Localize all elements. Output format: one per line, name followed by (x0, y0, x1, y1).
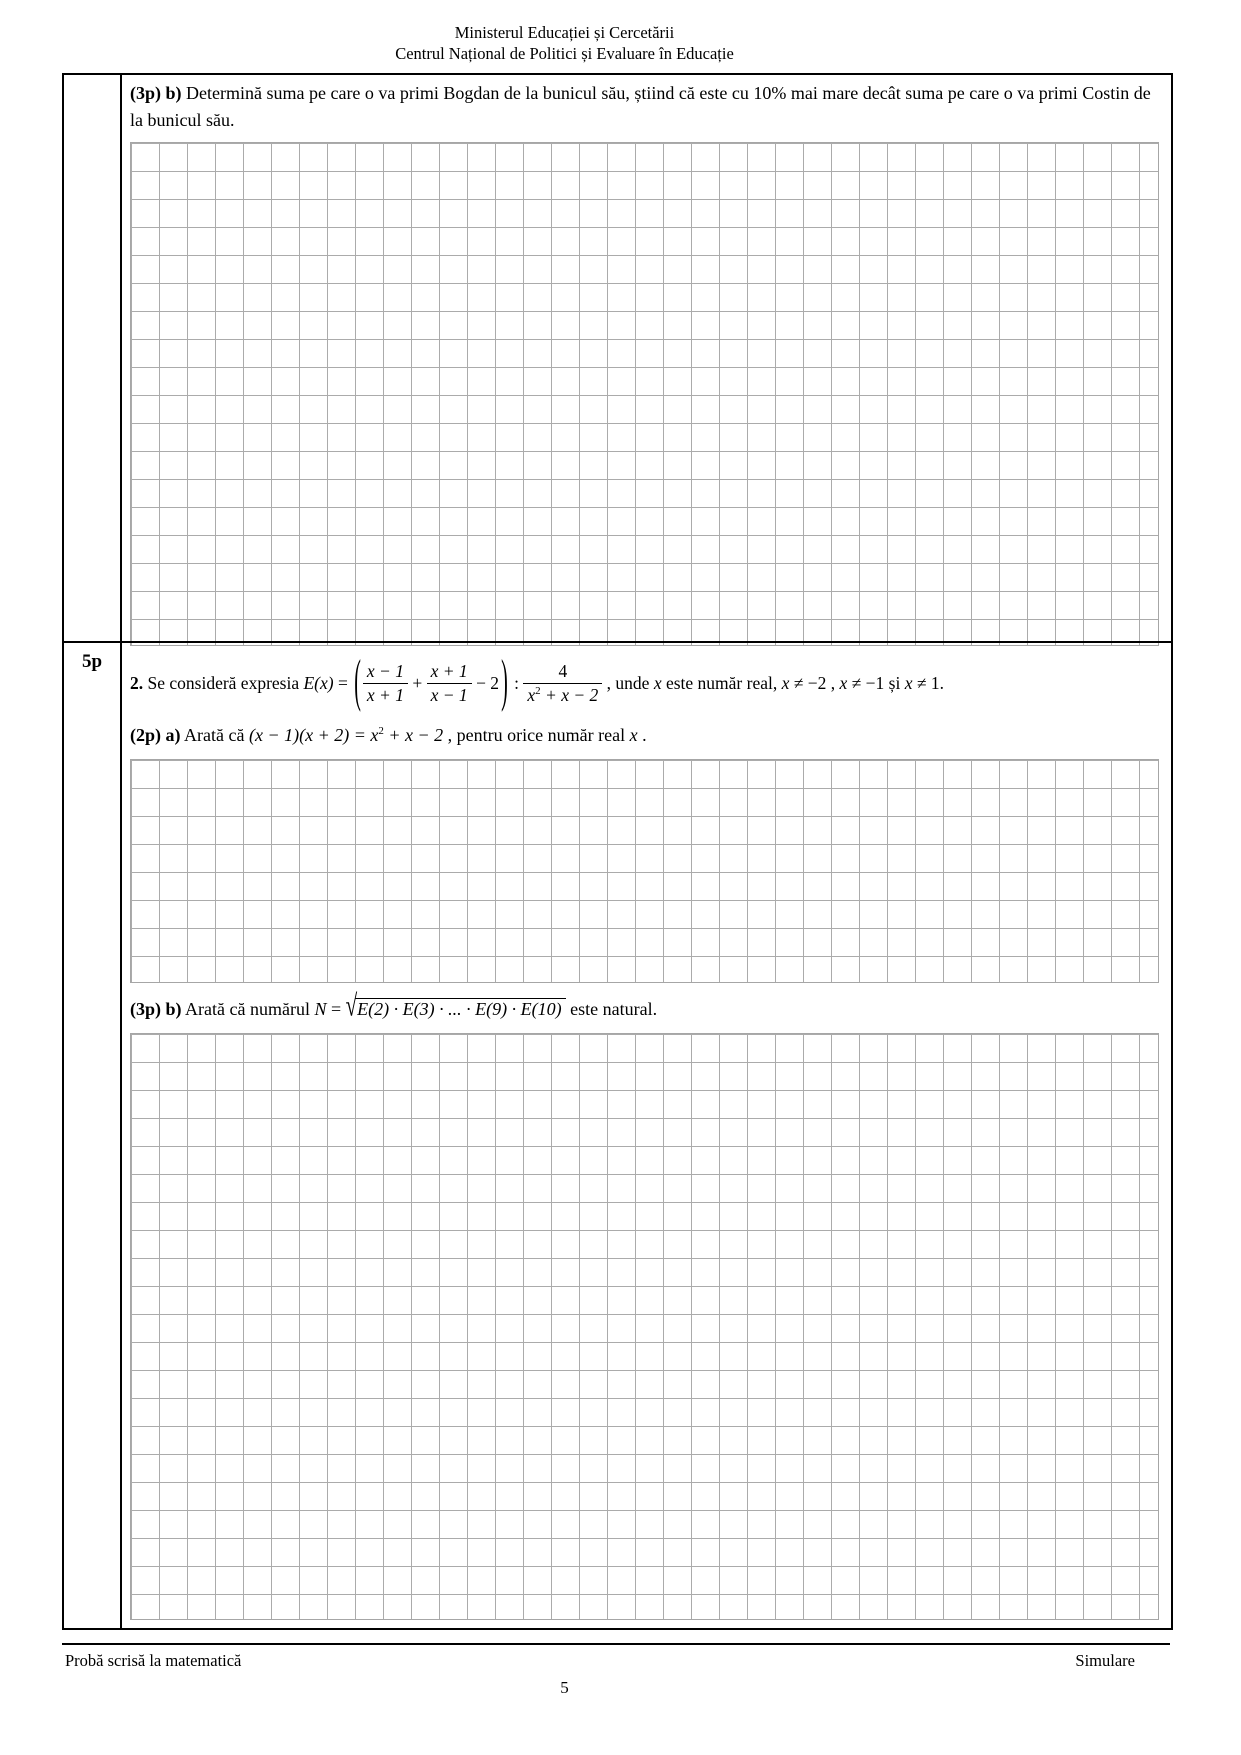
problem2-score: 5p (81, 651, 103, 672)
problem1b-text (130, 80, 1159, 134)
fraction-3 (523, 661, 602, 706)
condition-s5: ≠ 1. (912, 672, 944, 693)
division-colon: : (509, 672, 524, 693)
condition-s3: ≠ −2 , (789, 672, 840, 693)
answer-grid-part-b (130, 1033, 1159, 1620)
minus-two: − 2 (471, 672, 500, 693)
content-cell-problem1b (122, 75, 1171, 641)
problem2-statement (130, 646, 1159, 720)
footer-left-text: Probă scrisă la matematică (65, 1651, 242, 1670)
part-b-points-label: (3p) b) (130, 999, 182, 1019)
radicand: E(2) · E(3) · ... · E(9) · E(10) (355, 998, 565, 1019)
part-b-equals: = (326, 999, 346, 1019)
footer-rule (62, 1643, 1170, 1645)
fraction-3-denominator (523, 684, 602, 706)
problem2-intro: Se consideră expresia (143, 672, 304, 693)
fraction-2 (427, 661, 472, 706)
problem1b-statement: Determină suma pe care o va primi Bogdan de la bunicul său, știind că este cu 10% mai mare decât suma pe care o va primi Costin de la bunicul său. (130, 83, 1151, 130)
fraction-3-den-var: x (527, 684, 536, 705)
condition-s4: ≠ −1 și (847, 672, 905, 693)
condition-s2: este număr real, (661, 672, 782, 693)
part-a-x: x (629, 725, 638, 745)
problem2-part-a (130, 722, 1159, 749)
score-cell-empty (64, 75, 122, 641)
condition-x4: x (904, 672, 913, 693)
close-paren: ) (501, 649, 508, 714)
equals-sign: = (333, 672, 353, 693)
fraction-1-denominator: x + 1 (366, 684, 404, 705)
problem1b-points-label: (3p) b) (130, 83, 182, 103)
fraction-2-denominator: x − 1 (430, 684, 468, 705)
exam-table (62, 73, 1173, 1630)
part-b-s1: Arată că numărul (181, 999, 315, 1019)
page-number: 5 (560, 1678, 569, 1697)
problem2-number: 2. (130, 672, 144, 693)
problem2-function-name: E(x) (303, 672, 334, 693)
fraction-3-den-exponent: 2 (535, 684, 541, 697)
condition-x2: x (781, 672, 790, 693)
answer-grid-part-a (130, 759, 1159, 983)
part-b-s2: este natural. (565, 999, 658, 1019)
part-a-s2: , pentru orice număr real (443, 725, 630, 745)
square-root (345, 987, 566, 1023)
content-cell-problem2 (122, 643, 1171, 1628)
condition-x3: x (839, 672, 848, 693)
answer-grid-problem1b (130, 142, 1159, 646)
problem2-part-b (130, 987, 1159, 1023)
open-paren: ( (354, 649, 361, 714)
fraction-1-numerator: x − 1 (363, 661, 408, 684)
part-a-s3: . (637, 725, 647, 745)
header-line-ministry: Ministerul Educației și Cercetării (454, 23, 675, 42)
footer (65, 1651, 1135, 1671)
part-a-identity-right: + x − 2 (383, 725, 444, 745)
part-a-s1: Arată că (180, 725, 249, 745)
document-header (62, 22, 1067, 64)
table-row-problem2 (64, 641, 1171, 1628)
header-line-center: Centrul Național de Politici și Evaluare în Educație (395, 44, 734, 63)
radical-sign: √ (345, 987, 358, 1023)
score-cell-problem2 (64, 643, 122, 1628)
fraction-3-den-rest: + x − 2 (540, 684, 599, 705)
part-a-points-label: (2p) a) (130, 725, 181, 745)
plus-sign: + (407, 672, 427, 693)
fraction-2-numerator: x + 1 (427, 661, 472, 684)
table-row-problem1b (64, 75, 1171, 641)
fraction-3-numerator: 4 (523, 661, 602, 684)
condition-x1: x (653, 672, 662, 693)
condition-s1: , unde (602, 672, 654, 693)
footer-right-text: Simulare (1075, 1651, 1135, 1670)
part-a-identity-left: (x − 1)(x + 2) = x (248, 725, 379, 745)
fraction-1 (363, 661, 408, 706)
part-a-exponent: 2 (378, 725, 384, 737)
part-b-n: N (314, 999, 327, 1019)
